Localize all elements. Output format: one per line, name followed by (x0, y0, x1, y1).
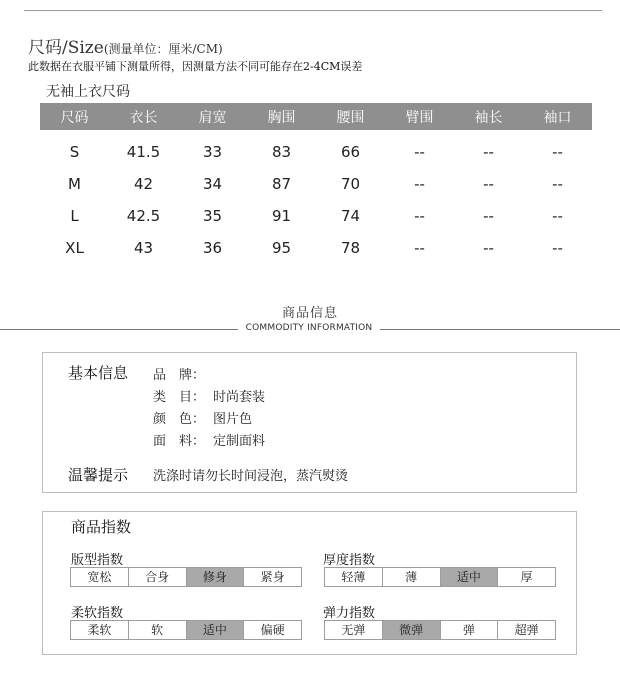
thickness-option: 薄 (383, 568, 441, 586)
table-cell: S (69, 143, 80, 161)
attribute-row (153, 408, 252, 427)
softness-option: 适中 (187, 621, 245, 639)
table-cell: XL (65, 239, 84, 257)
table-cell: -- (483, 143, 494, 161)
table-cell: 74 (340, 207, 361, 225)
attribute-row (153, 430, 265, 449)
attribute-label: 品 牌： (153, 368, 206, 383)
attribute-value: 时尚套装 (213, 390, 266, 405)
fit-option: 合身 (129, 568, 187, 586)
size-title (28, 33, 223, 58)
attribute-label: 面 料： (153, 434, 206, 449)
elasticity-option: 弹 (441, 621, 499, 639)
softness-index-scale (70, 620, 302, 640)
attribute-row (153, 364, 213, 383)
header-cell: 腰围 (316, 103, 385, 130)
basic-info-title: 基本信息 (68, 364, 129, 382)
table-row (40, 200, 592, 232)
header-cell: 胸围 (247, 103, 316, 130)
softness-option: 偏硬 (260, 623, 285, 637)
commodity-header-en: COMMODITY INFORMATION (245, 323, 373, 333)
table-cell: 35 (202, 207, 223, 225)
table-cell: -- (552, 143, 563, 161)
table-cell: -- (414, 207, 425, 225)
table-cell: -- (552, 175, 563, 193)
table-cell: 83 (271, 143, 292, 161)
attribute-row (153, 386, 265, 405)
attribute-label: 颜 色： (153, 412, 206, 427)
table-cell: 41.5 (126, 143, 161, 161)
table-row (40, 130, 592, 168)
size-table (40, 103, 592, 264)
table-cell: 87 (271, 175, 292, 193)
header-cell: 肩宽 (178, 103, 247, 130)
table-cell: L (70, 207, 79, 225)
tips-title: 温馨提示 (68, 466, 129, 484)
table-row (40, 232, 592, 264)
header-cell: 臂围 (385, 103, 454, 130)
softness-index-title: 柔软指数 (71, 606, 124, 621)
indices-title: 商品指数 (71, 518, 132, 536)
table-cell: 42 (133, 175, 154, 193)
table-cell: -- (552, 207, 563, 225)
top-divider (24, 10, 602, 11)
table-cell: 91 (271, 207, 292, 225)
fit-index-title: 版型指数 (71, 553, 124, 568)
softness-option: 软 (129, 621, 187, 639)
attribute-value: 图片色 (213, 412, 253, 427)
table-cell: 33 (202, 143, 223, 161)
header-cell: 袖长 (454, 103, 523, 130)
table-cell: -- (414, 143, 425, 161)
fit-option: 紧身 (260, 570, 285, 584)
size-title-text: 尺码/Size (28, 38, 104, 58)
thickness-index-scale (324, 567, 556, 587)
size-subtitle: 无袖上衣尺码 (46, 84, 130, 100)
tips-text: 洗涤时请勿长时间浸泡，蒸汽熨烫 (153, 469, 349, 484)
table-cell: 34 (202, 175, 223, 193)
attribute-label: 类 目： (153, 390, 206, 405)
thickness-option: 轻薄 (325, 568, 383, 586)
elasticity-index-title: 弹力指数 (323, 606, 376, 621)
table-cell: -- (552, 239, 563, 257)
table-cell: -- (414, 239, 425, 257)
table-cell: 66 (340, 143, 361, 161)
elasticity-index-scale (324, 620, 556, 640)
softness-option: 柔软 (71, 621, 129, 639)
header-cell: 袖口 (523, 103, 592, 130)
elasticity-option: 微弹 (383, 621, 441, 639)
header-cell: 衣长 (109, 103, 178, 130)
table-cell: 42.5 (126, 207, 161, 225)
commodity-header-cn: 商品信息 (281, 306, 338, 321)
table-cell: -- (414, 175, 425, 193)
table-cell: 78 (340, 239, 361, 257)
table-row (40, 168, 592, 200)
fit-index-scale (70, 567, 302, 587)
thickness-option: 厚 (520, 570, 533, 584)
elasticity-option: 超弹 (514, 623, 539, 637)
table-cell: -- (483, 239, 494, 257)
header-divider-left (0, 329, 238, 330)
size-table-header (40, 103, 592, 130)
table-cell: -- (483, 175, 494, 193)
table-cell: 43 (133, 239, 154, 257)
header-divider-right (380, 329, 620, 330)
table-cell: -- (483, 207, 494, 225)
header-cell: 尺码 (40, 103, 109, 130)
elasticity-option: 无弹 (325, 621, 383, 639)
size-unit: (测量单位：厘米/CM) (103, 42, 223, 56)
fit-option: 修身 (187, 568, 245, 586)
table-cell: 95 (271, 239, 292, 257)
table-cell: 70 (340, 175, 361, 193)
size-note: 此数据在衣服平铺下测量所得，因测量方法不同可能存在2-4CM误差 (28, 60, 363, 73)
attribute-value: 定制面料 (213, 434, 266, 449)
table-cell: 36 (202, 239, 223, 257)
thickness-index-title: 厚度指数 (323, 553, 376, 568)
fit-option: 宽松 (71, 568, 129, 586)
thickness-option: 适中 (441, 568, 499, 586)
table-cell: M (68, 175, 81, 193)
